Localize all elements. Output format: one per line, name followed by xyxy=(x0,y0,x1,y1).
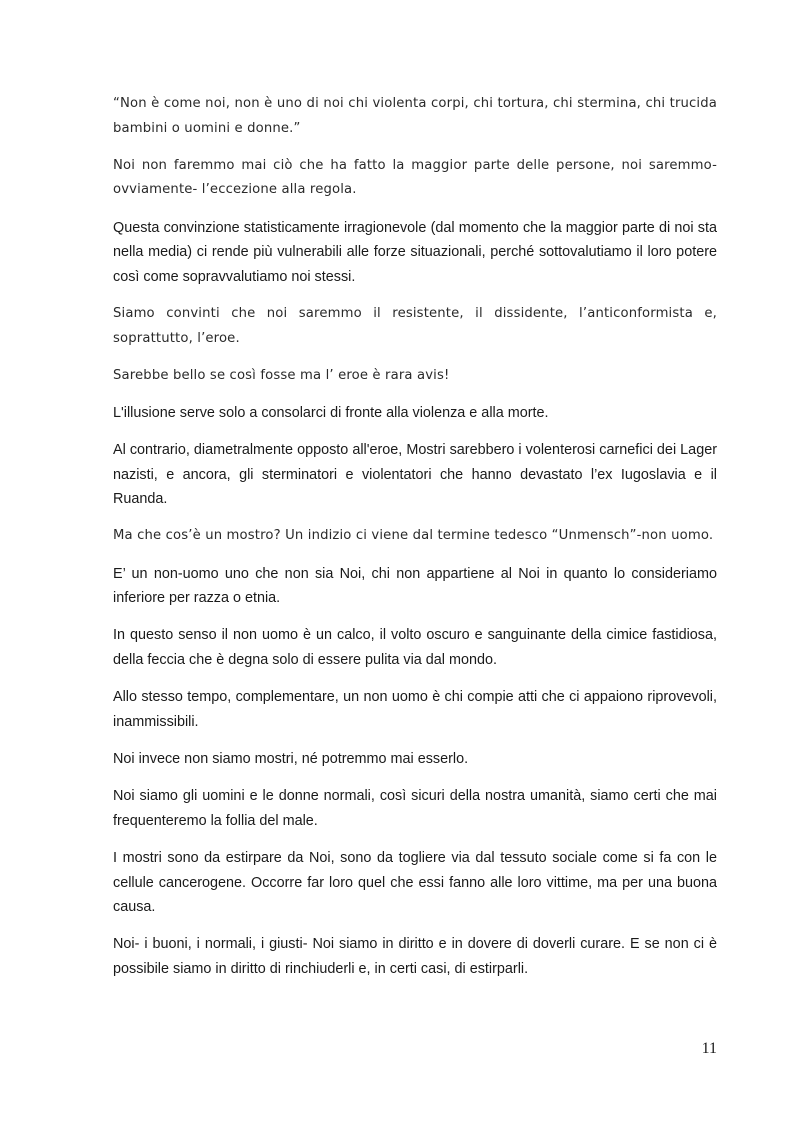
paragraph-3: Questa convinzione statisticamente irragionevole (dal momento che la maggior parte di noi sta nella media) ci rende più vulnerabili alle forze situazionali, perché sottovalutiamo il loro potere così come sopravvalutiamo noi stessi. xyxy=(113,219,717,285)
paragraph-14: I mostri sono da estirpare da Noi, sono da togliere via dal tessuto sociale come si fa con le cellule cancerogene. Occorre far loro quel che essi fanno alle loro vittime, ma per una buona causa. xyxy=(113,849,717,916)
paragraph-2: Noi non faremmo mai ciò che ha fatto la maggior parte delle persone, noi saremmo- ovviamente- l’eccezione alla regola. xyxy=(113,157,717,198)
paragraph-6: L'illusione serve solo a consolarci di fronte alla violenza e alla morte. xyxy=(113,404,549,421)
page-number: 11 xyxy=(701,1040,717,1057)
paragraph-12: Noi invece non siamo mostri, né potremmo mai esserlo. xyxy=(113,751,469,767)
body-text xyxy=(113,92,717,994)
paragraph-13: Noi siamo gli uomini e le donne normali, così sicuri della nostra umanità, siamo certi che mai frequenteremo la follia del male. xyxy=(113,788,717,829)
paragraph-5: Sarebbe bello se così fosse ma l’ eroe è rara avis! xyxy=(113,367,450,383)
paragraph-7: Al contrario, diametralmente opposto all'eroe, Mostri sarebbero i volenterosi carnefici dei Lager nazisti, e ancora, gli sterminatori e violentatori che hanno devastato l’ex Iugoslavia e il Ruanda. xyxy=(113,442,717,508)
paragraph-8: Ma che cos’è un mostro? Un indizio ci viene dal termine tedesco “Unmensch”-non uomo. xyxy=(113,528,714,544)
paragraph-9: E’ un non-uomo uno che non sia Noi, chi non appartiene al Noi in quanto lo consideriamo inferiore per razza o etnia. xyxy=(113,565,717,607)
paragraph-4: Siamo convinti che noi saremmo il resistente, il dissidente, l’anticonformista e, soprattutto, l’eroe. xyxy=(113,305,717,346)
paragraph-11: Allo stesso tempo, complementare, un non uomo è chi compie atti che ci appaiono riprovevoli, inammissibili. xyxy=(113,689,717,730)
paragraph-15: Noi- i buoni, i normali, i giusti- Noi siamo in diritto e in dovere di doverli curare. E se non ci è possibile siamo in diritto di rinchiuderli e, in certi casi, di estirparli. xyxy=(113,936,717,977)
paragraph-1-quote: “Non è come noi, non è uno di noi chi violenta corpi, chi tortura, chi stermina, chi trucida bambini o uomini e donne.” xyxy=(113,96,717,136)
paragraph-10: In questo senso il non uomo è un calco, il volto oscuro e sanguinante della cimice fastidiosa, della feccia che è degna solo di essere pulita via dal mondo. xyxy=(113,627,717,669)
